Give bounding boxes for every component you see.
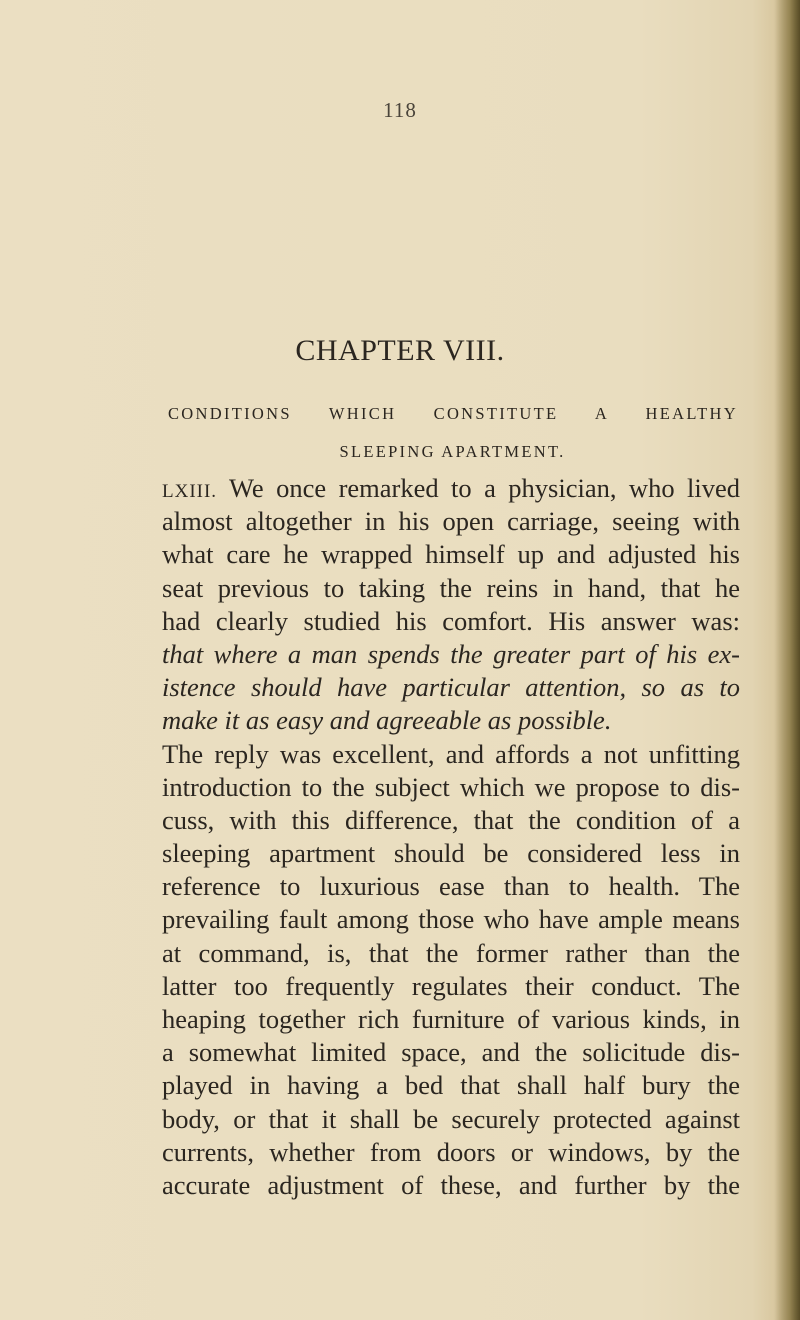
chapter-subtitle-line-2: SLEEPING APARTMENT. xyxy=(339,442,566,461)
text-line: reference to luxurious ease than to health. The xyxy=(162,871,740,902)
text-line: introduction to the subject which we propose to dis- xyxy=(162,771,740,802)
chapter-title: CHAPTER VIII. xyxy=(295,334,505,367)
text-line xyxy=(162,472,740,505)
body-text xyxy=(162,472,740,1202)
text-line: body, or that it shall be securely protected against xyxy=(162,1103,740,1134)
text-line: had clearly studied his comfort. His answer was: xyxy=(162,605,740,636)
text-line: cuss, with this difference, that the condition of a xyxy=(162,804,740,835)
italic-text-line: istence should have particular attention, so as to xyxy=(162,672,740,703)
text-line: a somewhat limited space, and the solicitude dis- xyxy=(162,1037,740,1068)
text-line: accurate adjustment of these, and further by the xyxy=(162,1169,740,1200)
italic-text-line: that where a man spends the greater part of his ex- xyxy=(162,638,740,669)
text-line: heaping together rich furniture of various kinds, in xyxy=(162,1004,740,1034)
text-line: currents, whether from doors or windows, by the xyxy=(162,1136,740,1167)
section-marker: LXIII. xyxy=(162,481,218,502)
text-line: seat previous to taking the reins in hand, that he xyxy=(162,572,740,603)
text-line: played in having a bed that shall half bury the xyxy=(162,1070,740,1101)
text-line: latter too frequently regulates their conduct. The xyxy=(162,970,740,1001)
text-line: almost altogether in his open carriage, seeing with xyxy=(162,506,740,537)
text-line-content: We once remarked to a physician, who lived xyxy=(229,473,740,503)
italic-text-line: make it as easy and agreeable as possible. xyxy=(162,705,612,736)
page-edge-shadow xyxy=(774,0,800,1320)
text-line: prevailing fault among those who have ample means xyxy=(162,904,740,935)
text-line: sleeping apartment should be considered less in xyxy=(162,838,740,869)
chapter-subtitle-line-1: CONDITIONS WHICH CONSTITUTE A HEALTHY xyxy=(168,404,738,423)
text-line: what care he wrapped himself up and adjusted his xyxy=(162,539,740,570)
page-number: 118 xyxy=(383,98,417,122)
text-line: The reply was excellent, and affords a not unfitting xyxy=(162,738,740,769)
text-line: at command, is, that the former rather than the xyxy=(162,937,740,968)
